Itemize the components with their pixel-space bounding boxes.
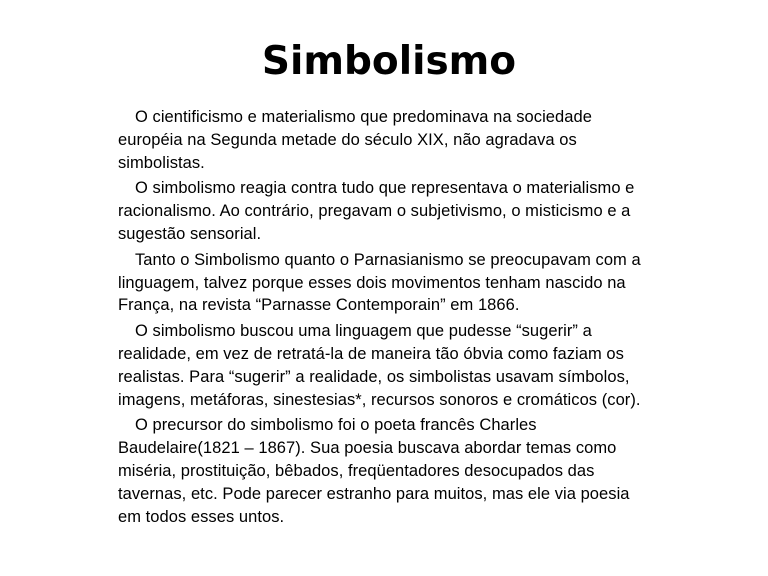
paragraph-reacao: O simbolismo reagia contra tudo que representava o materialismo e racionalismo. Ao contrário, pregavam o subjetivismo, o misticismo e a sugestão sensorial. [118, 179, 635, 243]
slide-body [118, 106, 648, 528]
paragraph-baudelaire: O precursor do simbolismo foi o poeta francês Charles Baudelaire(1821 – 1867). Sua poesia buscava abordar temas como miséria, prostituição, bêbados, freqüentadores desocupados das tavernas, etc. Pode parecer estranho para muitos, mas ele via poesia em todos esses untos. [118, 416, 630, 526]
paragraph-linguagem: Tanto o Simbolismo quanto o Parnasianismo se preocupavam com a linguagem, talvez porque esses dois movimentos tenham nascido na França, na revista “Parnasse Contemporain” em 1866. [118, 250, 641, 315]
paragraph-cientificismo: O cientificismo e materialismo que predominava na sociedade européia na Segunda metade do século XIX, não agradava os simbolistas. [118, 108, 592, 172]
slide-title: Simbolismo [261, 39, 517, 84]
paragraph-sugerir: O simbolismo buscou uma linguagem que pudesse “sugerir” a realidade, em vez de retratá-la de maneira tão óbvia como faziam os realistas. Para “sugerir” a realidade, os simbolistas usavam símbolos, imagens, metáforas, sinestesias*, recursos sonoros e cromáticos (cor). [118, 322, 641, 409]
